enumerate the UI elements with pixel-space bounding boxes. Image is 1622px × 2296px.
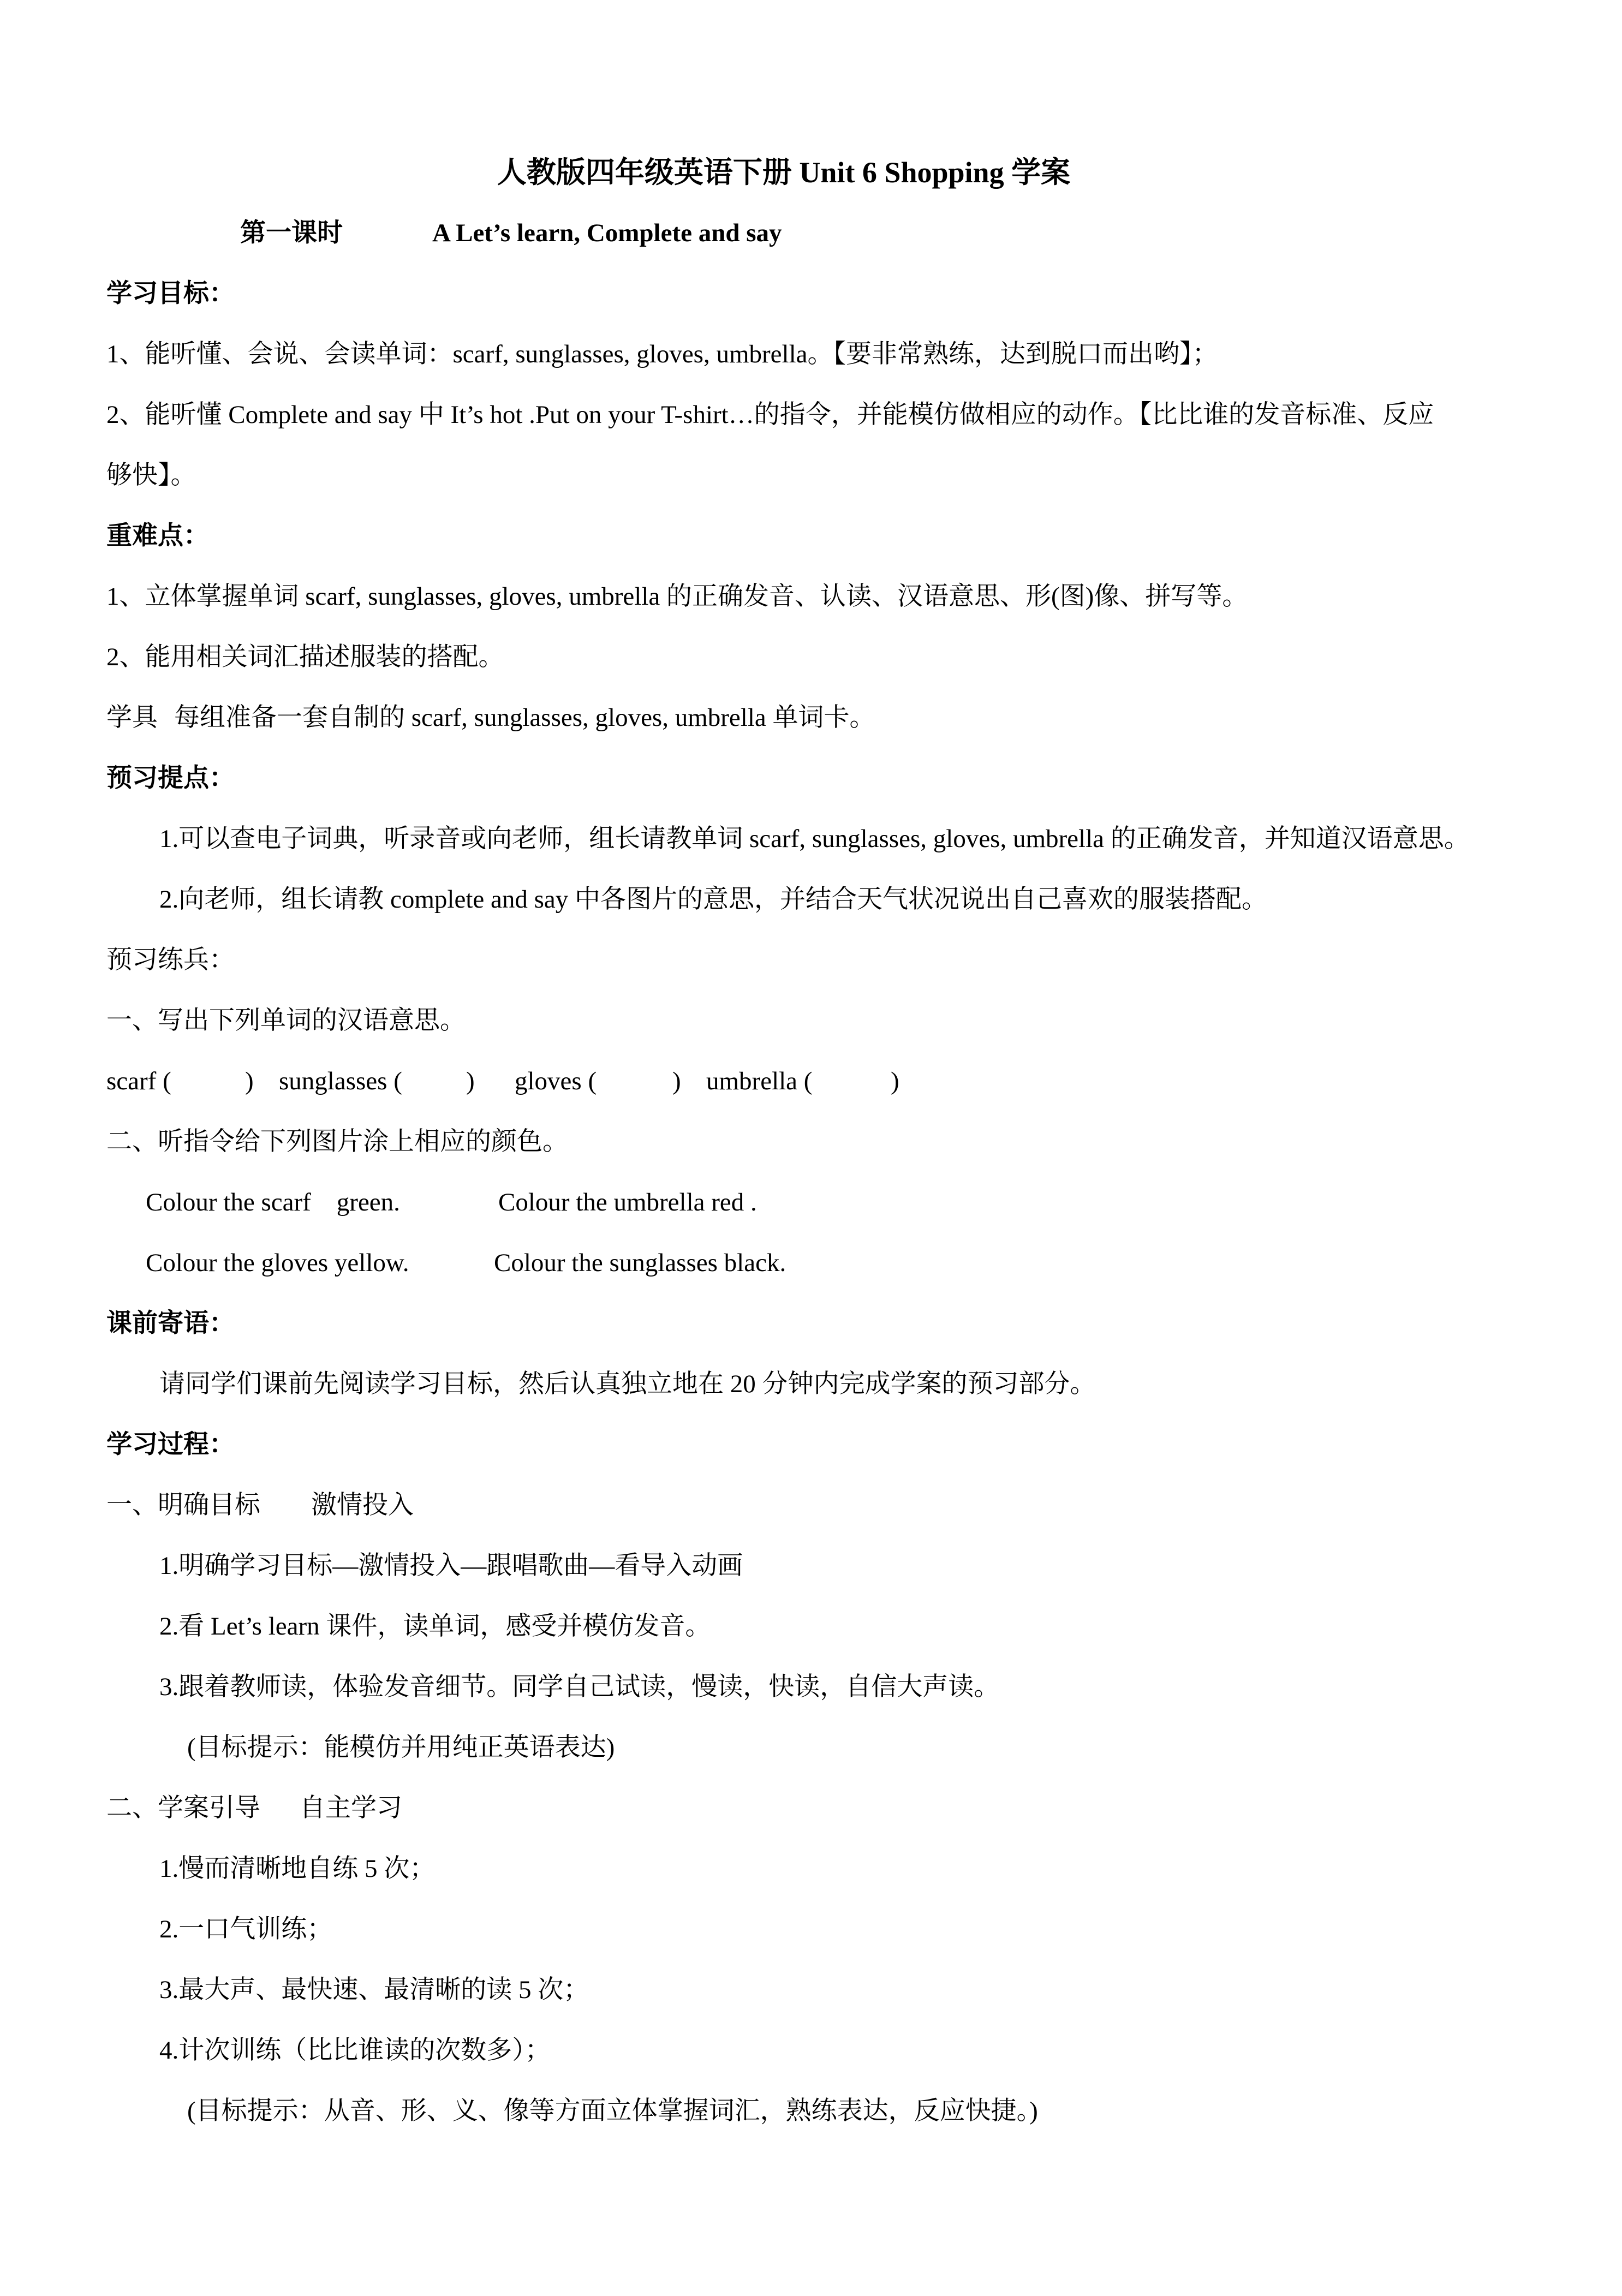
- objective-line: 1、能听懂、会说、会读单词：scarf, sunglasses, gloves, umbrella。【要非常熟练，达到脱口而出哟】；: [106, 340, 1218, 368]
- lesson-line: [0, 203, 1622, 264]
- step-item: 1.明确学习目标—激情投入—跟唱歌曲—看导入动画: [159, 1552, 743, 1580]
- step-title: 二、学案引导: [106, 1794, 260, 1822]
- fill-in-close: ): [891, 1067, 899, 1095]
- preview-tip-line: 1.可以查电子词典，听录音或向老师，组长请教单词 scarf, sunglasses, gloves, umbrella 的正确发音，并知道汉语意思。: [159, 825, 1470, 853]
- lesson-period: 第一课时: [240, 219, 343, 247]
- task2-instruction: 二、听指令给下列图片涂上相应的颜色。: [106, 1128, 568, 1156]
- document-title: 人教版四年级英语下册 Unit 6 Shopping 学案: [497, 156, 1071, 189]
- colour-command: Colour the gloves yellow.: [146, 1249, 409, 1277]
- step-subtitle: 激情投入: [311, 1491, 414, 1519]
- colour-command: Colour the scarf green.: [146, 1188, 400, 1216]
- preview-practice-heading: 预习练兵：: [106, 946, 235, 974]
- fill-in-word: gloves (: [515, 1067, 597, 1095]
- step-item: 4.计次训练（比比谁读的次数多）；: [159, 2036, 551, 2065]
- pre-class-message-heading: 课前寄语：: [106, 1309, 235, 1338]
- materials-line: [0, 688, 1622, 748]
- step-item: 1.慢而清晰地自练 5 次；: [159, 1854, 436, 1883]
- fill-in-line: [0, 1051, 1622, 1112]
- step-item: 3.最大声、最快速、最清晰的读 5 次；: [159, 1976, 589, 2004]
- fill-in-close: ): [466, 1067, 475, 1095]
- step-hint: (目标提示：能模仿并用纯正英语表达): [187, 1733, 615, 1762]
- step-subtitle: 自主学习: [300, 1794, 402, 1822]
- colour-command: Colour the sunglasses black.: [494, 1249, 786, 1277]
- key-point-line: 2、能用相关词汇描述服装的搭配。: [106, 643, 504, 671]
- materials-text: 每组准备一套自制的 scarf, sunglasses, gloves, umbrella 单词卡。: [174, 703, 875, 732]
- materials-label: 学具: [106, 703, 158, 732]
- preview-tips-heading: 预习提点：: [106, 764, 235, 792]
- pre-class-message-text: 请同学们课前先阅读学习目标，然后认真独立地在 20 分钟内完成学案的预习部分。: [159, 1370, 1096, 1398]
- colour-command-row: [0, 1172, 1622, 1233]
- lesson-topic: A Let’s learn, Complete and say: [432, 219, 782, 247]
- learning-process-heading: 学习过程：: [106, 1430, 235, 1459]
- step-title: 一、明确目标: [106, 1491, 260, 1519]
- objective-line: 够快】。: [106, 461, 196, 490]
- fill-in-close: ): [672, 1067, 681, 1095]
- step-header: [0, 1778, 1622, 1839]
- objectives-heading: 学习目标：: [106, 279, 235, 308]
- task1-instruction: 一、写出下列单词的汉语意思。: [106, 1006, 466, 1035]
- step-hint: (目标提示：从音、形、义、像等方面立体掌握词汇，熟练表达，反应快捷。): [187, 2097, 1038, 2125]
- step-item: 3.跟着教师读，体验发音细节。同学自己试读，慢读，快读，自信大声读。: [159, 1673, 1000, 1701]
- step-header: [0, 1475, 1622, 1536]
- key-point-line: 1、立体掌握单词 scarf, sunglasses, gloves, umbrella 的正确发音、认读、汉语意思、形(图)像、拼写等。: [106, 582, 1248, 611]
- step-item: 2.一口气训练；: [159, 1915, 333, 1943]
- fill-in-word: sunglasses (: [279, 1067, 402, 1095]
- preview-tip-line: 2.向老师，组长请教 complete and say 中各图片的意思，并结合天气状况说出自己喜欢的服装搭配。: [159, 885, 1268, 914]
- step-item: 2.看 Let’s learn 课件，读单词，感受并模仿发音。: [159, 1612, 711, 1641]
- fill-in-close: ): [245, 1067, 254, 1095]
- fill-in-word: scarf (: [106, 1067, 171, 1095]
- colour-command: Colour the umbrella red .: [498, 1188, 757, 1216]
- colour-command-row: [0, 1233, 1622, 1293]
- key-points-heading: 重难点：: [106, 522, 209, 550]
- objective-line: 2、能听懂 Complete and say 中 It’s hot .Put on your T-shirt…的指令，并能模仿做相应的动作。【比比谁的发音标准、反应: [106, 401, 1434, 429]
- fill-in-word: umbrella (: [706, 1067, 813, 1095]
